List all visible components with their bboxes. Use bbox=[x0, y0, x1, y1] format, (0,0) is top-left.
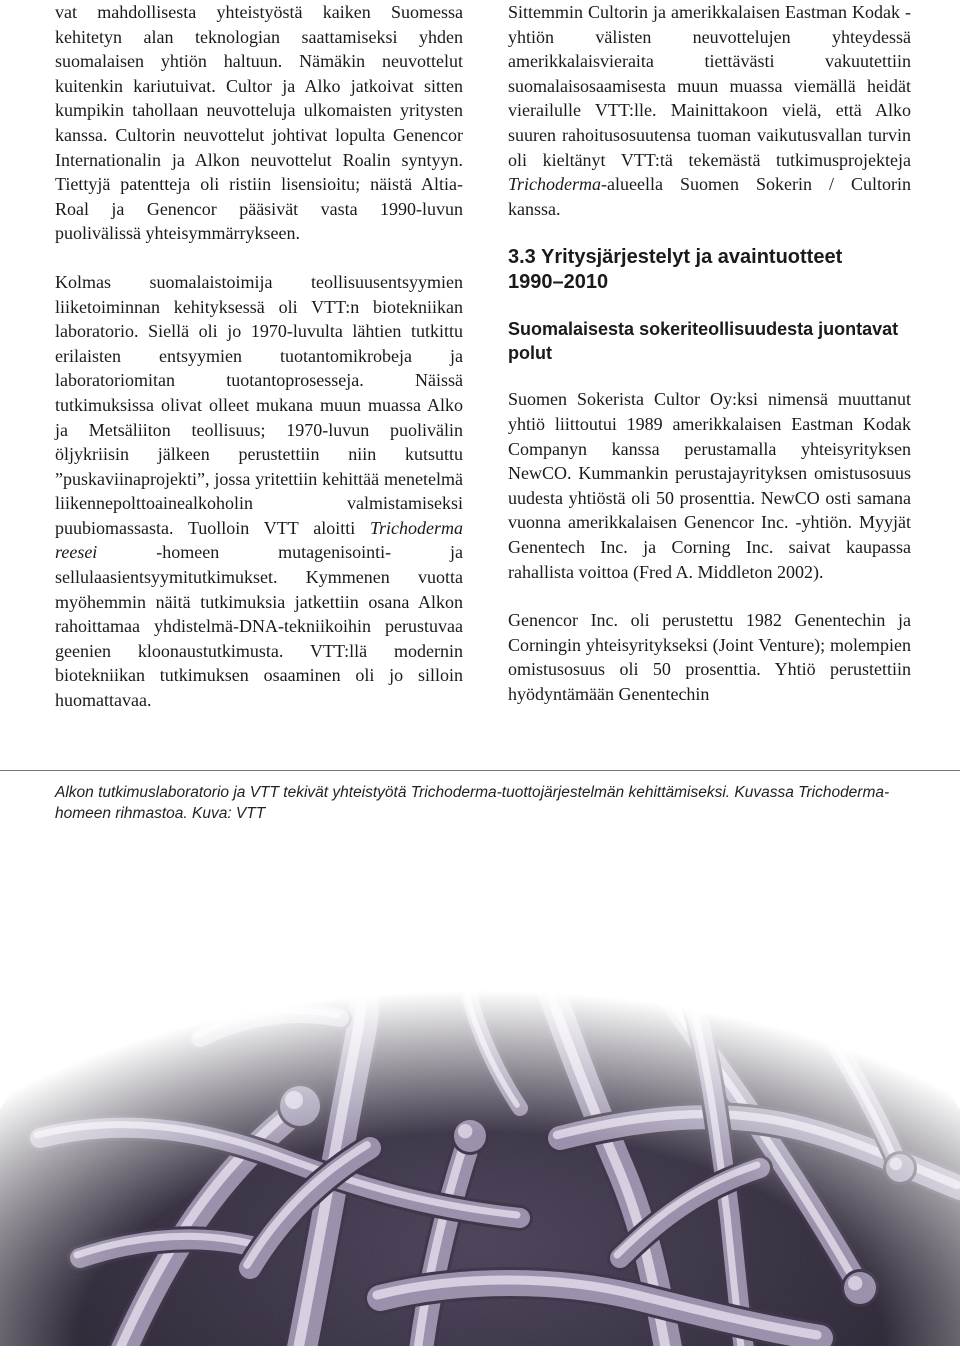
figure-caption: Alkon tutkimuslaboratorio ja VTT tekivät yhteistyötä Trichoderma-tuottojärjestelmän kehittämiseksi. Kuvassa Trichoderma-homeen rihmastoa. Kuva: VTT bbox=[55, 784, 890, 822]
species-name-italic: Trichoderma reesei bbox=[55, 517, 463, 563]
right-paragraph-3: Genencor Inc. oli perustettu 1982 Genentechin ja Corningin yhteisyritykseksi (Joint Venture); molempien omistusosuus oli 50 prosenttia. Yhtiö perustettiin hyödyntämään Genentechin bbox=[508, 610, 911, 704]
sub-heading: Suomalaisesta sokeriteollisuudesta juontavat polut bbox=[508, 319, 899, 364]
right-paragraph-1 bbox=[508, 0, 911, 221]
right-text-column bbox=[508, 0, 911, 706]
left-paragraph-2 bbox=[55, 270, 463, 713]
section-heading-line-2: 1990–2010 bbox=[508, 271, 609, 294]
section-heading bbox=[508, 245, 911, 295]
caption-divider bbox=[0, 770, 960, 771]
genus-name-italic: Trichoderma bbox=[508, 174, 602, 195]
left-paragraph-1: vat mahdollisesta yhteistyöstä kaiken Suomessa kehitetyn alan teknologian saattamiseksi yhden suomalaisen yhtiön haltuun. Nämäkin neuvottelut kuitenkin kariutuivat. Cultor ja Alko jatkoivat sitten kumpikin tahollaan neuvotteluja ulkomaisten yritysten kanssa. Cultorin neuvottelut johtivat lopulta Genencor Internationalin ja Alkon neuvottelut Roalin syntyyn. Tiettyjä patentteja oli ristiin lisensioitu; näistä Altia-Roal ja Genencor pääsivät vasta 1990-luvun puolivälissä yhteisymmärrykseen. bbox=[55, 2, 463, 244]
micrograph-vignette bbox=[0, 838, 960, 1346]
right-paragraph-1-part-a: Sittemmin Cultorin ja amerikkalaisen Eastman Kodak -yhtiön välisten neuvottelujen yhteydessä amerikkalaisvieraita tiettävästi vakuutettiin suomalaisosaamisesta muun muassa viemällä heidät vierailulle VTT:lle. Mainittakoon vielä, että Alko suuren rahoitusosuutensa tuoman vaikutusvallan turvin oli kieltänyt VTT:tä tekemästä tutkimusprojekteja bbox=[508, 2, 911, 170]
right-paragraph-1-part-b: -alueella Suomen Sokerin / Cultorin kanssa. bbox=[508, 174, 911, 219]
right-paragraph-2: Suomen Sokerista Cultor Oy:ksi nimensä muuttanut yhtiö liittoutui 1989 amerikkalaisen Eastman Kodak Companyn kanssa perustamalla yhteisyrityksen NewCO. Kummankin perustajayrityksen omistusosuus uudesta yhtiöstä oli 50 prosenttia. NewCO osti samana vuonna amerikkalaisen Genencor Inc. -yhtiön. Myyjät Genentech Inc. ja Corning Inc. saivat kaupassa rahallista voittoa (Fred A. Middleton 2002). bbox=[508, 389, 911, 582]
left-paragraph-2-part-a: Kolmas suomalaistoimija teollisuusentsyymien liiketoiminnan kehityksessä oli VTT:n biotekniikan laboratorio. Siellä oli jo 1970-luvulta lähtien tutkittu erilaisten entsyymien tuotantomikrobeja ja laboratoriomitan tuotantoprosesseja. Näissä tutkimuksissa olivat olleet mukana muun muassa Alko ja Metsäliiton teollisuus; 1970-luvun puolivälin öljykriisin jälkeen perustettiin niin kutsuttu ”puskaviinaprojekti”, jossa yritettiin kehittää menetelmä liikennepolttoainealkoholin valmistamiseksi puubiomassasta. Tuolloin VTT aloitti bbox=[55, 271, 463, 538]
left-text-column bbox=[55, 0, 463, 713]
trichoderma-micrograph bbox=[0, 838, 960, 1346]
section-heading-line-1: 3.3 Yritysjärjestelyt ja avaintuotteet bbox=[508, 246, 843, 269]
left-paragraph-2-part-b: -homeen mutagenisointi- ja sellulaasientsyymitutkimukset. Kymmenen vuotta myöhemmin näitä tutkimuksia jatkettiin osana Alkon rahoittamaa yhdistelmä-DNA-tekniikoihin perustuvaa geenien kloonaustutkimusta. VTT:llä modernin biotekniikan tutkimuksen osaaminen oli jo silloin huomattavaa. bbox=[55, 542, 464, 711]
